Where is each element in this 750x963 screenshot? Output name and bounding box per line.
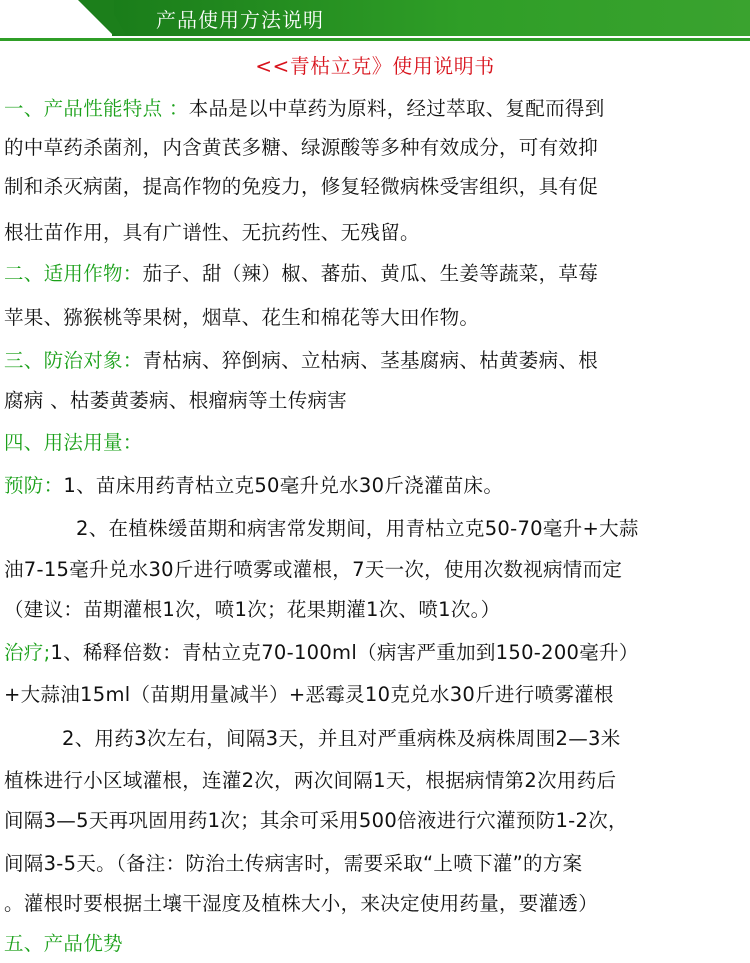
- treat-line-6: 间隔3-5天。（备注：防治土传病害时，需要采取“上喷下灌”的方案: [4, 852, 583, 875]
- section-2-line-1: [4, 255, 598, 293]
- section-2-text: 茄子、甜（辣）椒、蕃茄、黄瓜、生姜等蔬菜，草莓: [142, 262, 599, 285]
- section-4-heading: 四、用法用量：: [4, 431, 143, 454]
- section-1-line-1: [4, 90, 605, 128]
- prevent-line-2: 2、在植株缓苗期和病害常发期间，用青枯立克50-70毫升+大蒜: [76, 517, 639, 540]
- section-3-heading: 三、防治对象：: [4, 349, 143, 372]
- banner-title: 产品使用方法说明: [156, 8, 324, 32]
- prevent-label: 预防：: [4, 474, 64, 497]
- document-title: <<青枯立克》使用说明书: [255, 54, 495, 78]
- treat-line-2: +大蒜油15ml（苗期用量减半）+恶霉灵10克兑水30斤进行喷雾灌根: [4, 683, 614, 706]
- prevent-line-4: （建议：苗期灌根1次，喷1次；花果期灌1次、喷1次。）: [4, 598, 501, 621]
- section-1-text: 本品是以中草药为原料，经过萃取、复配而得到: [188, 97, 605, 120]
- section-3-line-1: [4, 342, 598, 380]
- section-1-line-4: 根壮苗作用，具有广谱性、无抗药性、无残留。: [4, 221, 420, 244]
- section-1-line-3: 制和杀灭病菌，提高作物的免疫力，修复轻微病株受害组织，具有促: [4, 175, 599, 198]
- treat-line-3: 2、用药3次左右，间隔3天，并且对严重病株及病株周围2—3米: [62, 727, 621, 750]
- section-3-text: 青枯病、猝倒病、立枯病、茎基腐病、枯黄萎病、根: [142, 349, 599, 372]
- prevent-line-3: 油7-15毫升兑水30斤进行喷雾或灌根，7天一次，使用次数视病情而定: [4, 558, 623, 581]
- section-2-line-2: 苹果、猕猴桃等果树，烟草、花生和棉花等大田作物。: [4, 306, 480, 329]
- section-2-heading: 二、适用作物：: [4, 262, 143, 285]
- treat-text: 1、稀释倍数：青枯立克70-100ml（病害严重加到150-200毫升）: [50, 641, 639, 664]
- treat-line-4: 植株进行小区域灌根，连灌2次，两次间隔1天，根据病情第2次用药后: [4, 769, 617, 792]
- banner-underline: [0, 38, 750, 41]
- section-3-line-2: 腐病 、枯萎黄萎病、根瘤病等土传病害: [4, 389, 348, 412]
- prevent-text: 1、苗床用药青枯立克50毫升兑水30斤浇灌苗床。: [63, 474, 504, 497]
- section-1-line-2: 的中草药杀菌剂，内含黄芪多糖、绿源酸等多种有效成分，可有效抑: [4, 136, 599, 159]
- treat-line-5: 间隔3—5天再巩固用药1次；其余可采用500倍液进行穴灌预防1-2次，: [4, 809, 628, 832]
- treat-line-7: 。灌根时要根据土壤干湿度及植株大小，来决定使用药量，要灌透）: [4, 892, 599, 915]
- section-1-heading: 一、产品性能特点 ：: [4, 97, 189, 120]
- header-banner: [0, 0, 750, 42]
- section-5-heading: 五、产品优势: [4, 932, 123, 955]
- prevent-line-1: [4, 467, 503, 505]
- treat-label: 治疗;: [4, 641, 51, 664]
- treat-line-1: [4, 634, 639, 672]
